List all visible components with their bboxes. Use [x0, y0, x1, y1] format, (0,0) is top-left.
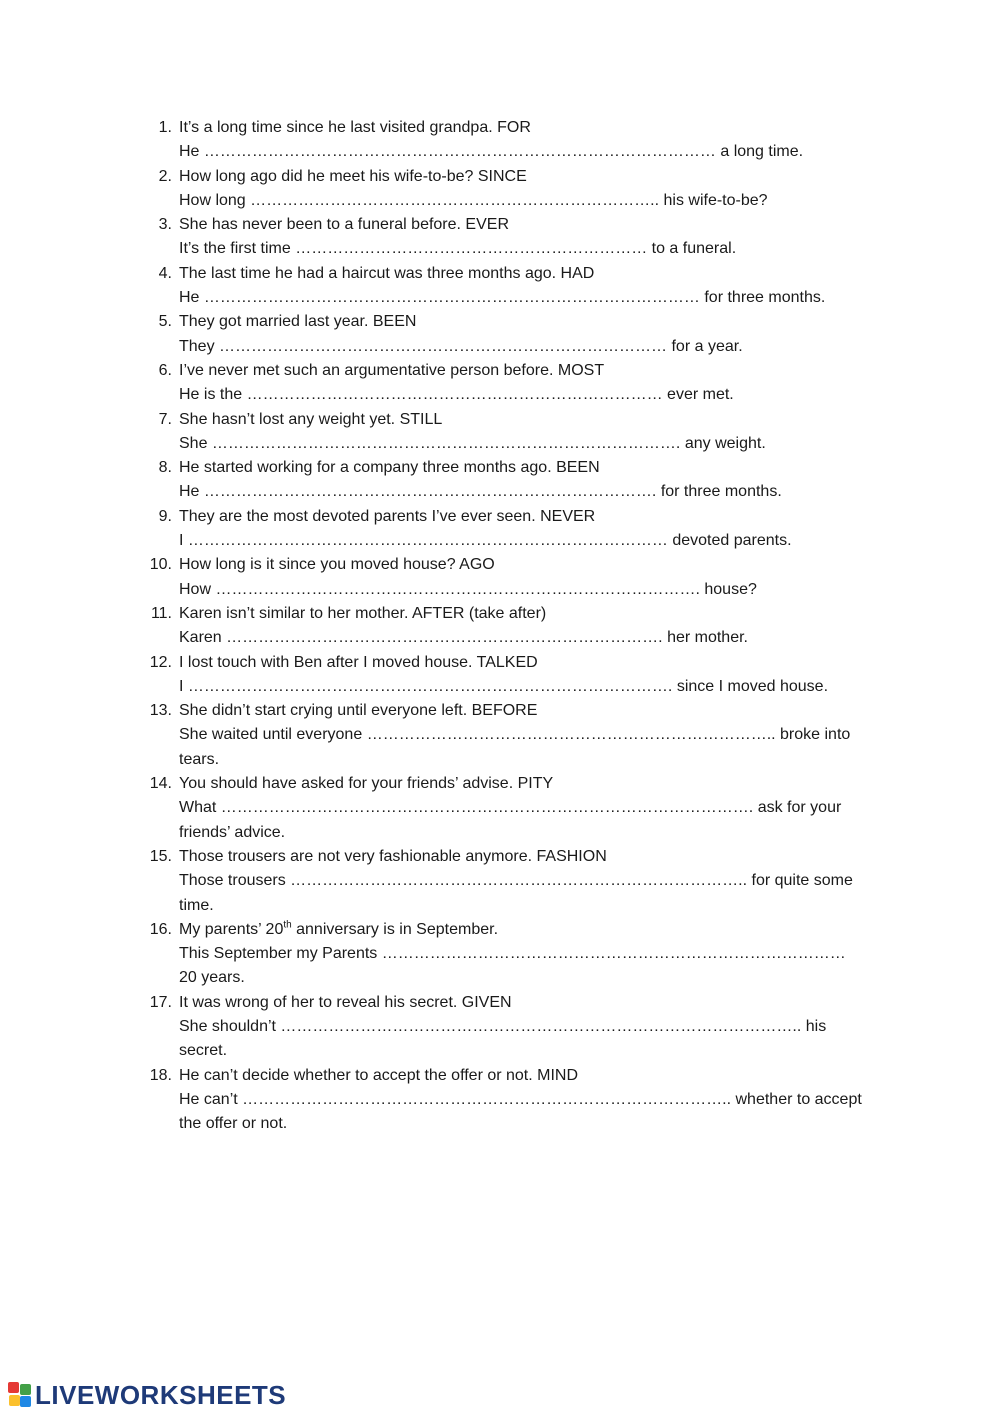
answer-end: a long time. — [720, 143, 804, 161]
answer-blank[interactable]: ………………………………………………………………………………… — [203, 289, 700, 307]
answer-blank[interactable]: ………………………………………………………………………………. — [215, 580, 700, 598]
answer-end: his secret. — [179, 1017, 827, 1060]
prompt-sentence: How long ago did he meet his wife-to-be? SINCE — [179, 167, 527, 185]
exercise-item-8 — [0, 456, 1000, 505]
answer-blank[interactable]: ………………………………………………………………….. — [366, 726, 776, 744]
answer-start: It’s the first time — [179, 240, 291, 258]
prompt-sentence — [179, 918, 1000, 942]
answer-blank[interactable]: ………………………………………………………………………………. — [187, 677, 673, 695]
answer-blank[interactable]: ………………………………………………………………………….. — [290, 872, 748, 890]
answer-line — [179, 480, 864, 504]
item-number: 4. — [158, 264, 172, 282]
answer-end: devoted parents. — [672, 532, 792, 550]
answer-end: since I moved house. — [676, 677, 829, 695]
answer-blank[interactable]: …………………………………………………………………………………… — [203, 143, 716, 161]
item-number: 8. — [158, 459, 172, 477]
item-number: 6. — [158, 361, 172, 379]
answer-end: his wife-to-be? — [663, 191, 768, 209]
answer-line — [179, 578, 864, 602]
answer-blank[interactable]: ………………………………………………………………………… — [219, 337, 668, 355]
item-number: 17. — [149, 993, 172, 1011]
exercise-item-4 — [0, 262, 1000, 311]
answer-blank[interactable]: ……………………………………………………………………………….. — [242, 1090, 732, 1108]
answer-blank[interactable]: ………………………………………………………… — [295, 240, 648, 258]
answer-blank[interactable]: …………………………………………………………………………. — [203, 483, 657, 501]
answer-end: any weight. — [684, 434, 766, 452]
answer-start: She shouldn’t — [179, 1017, 276, 1035]
answer-start: He is the — [179, 386, 243, 404]
prompt-text: anniversary is in September. — [291, 920, 499, 938]
liveworksheets-logo[interactable] — [8, 1380, 286, 1410]
answer-line — [179, 286, 864, 310]
answer-start: She waited until everyone — [179, 726, 363, 744]
answer-start: She — [179, 434, 208, 452]
answer-start: He — [179, 143, 200, 161]
answer-start: How — [179, 580, 212, 598]
item-number: 14. — [149, 775, 172, 793]
answer-line — [179, 1015, 864, 1064]
exercise-item-17 — [0, 991, 1000, 1064]
item-number: 10. — [149, 556, 172, 574]
answer-end: broke into tears. — [179, 726, 851, 768]
exercise-item-10 — [0, 553, 1000, 602]
cube-green — [20, 1384, 31, 1395]
cube-red — [8, 1382, 19, 1393]
prompt-sentence: It’s a long time since he last visited grandpa. FOR — [179, 119, 531, 136]
answer-start: This September my Parents — [179, 945, 378, 963]
answer-start: He — [179, 289, 200, 307]
item-number: 7. — [158, 410, 172, 428]
exercise-item-12 — [0, 651, 1000, 700]
answer-line — [179, 723, 864, 772]
answer-end: ask for your friends’ advice. — [179, 799, 842, 841]
prompt-sentence: He started working for a company three months ago. BEEN — [179, 459, 600, 477]
item-number: 13. — [149, 702, 172, 720]
brand-text: LIVEWORKSHEETS — [35, 1379, 287, 1410]
prompt-sentence: The last time he had a haircut was three months ago. HAD — [179, 264, 595, 282]
answer-start: Those trousers — [179, 872, 286, 890]
item-number: 16. — [149, 920, 172, 938]
answer-line — [179, 383, 864, 407]
cubes-icon — [8, 1382, 32, 1408]
answer-end: 20 years. — [179, 969, 245, 987]
exercise-item-5 — [0, 310, 1000, 359]
exercise-item-14 — [0, 772, 1000, 845]
exercise-item-6 — [0, 359, 1000, 408]
exercise-list — [0, 116, 1000, 1136]
answer-start: Karen — [179, 629, 222, 647]
prompt-sentence: How long is it since you moved house? AGO — [179, 556, 495, 574]
answer-line — [179, 675, 864, 699]
item-number: 11. — [150, 604, 172, 622]
answer-blank[interactable]: …………………………………………………………………………………….. — [280, 1017, 802, 1035]
answer-end: for three months. — [660, 483, 782, 501]
item-number: 15. — [149, 847, 172, 865]
prompt-sentence: He can’t decide whether to accept the offer or not. MIND — [179, 1066, 579, 1084]
prompt-sentence: She didn’t start crying until everyone left. BEFORE — [179, 702, 538, 720]
answer-start: They — [179, 337, 215, 355]
item-number: 12. — [149, 653, 172, 671]
exercise-item-13 — [0, 699, 1000, 772]
answer-start: What — [179, 799, 217, 817]
answer-line — [179, 140, 864, 164]
exercise-item-9 — [0, 505, 1000, 554]
answer-line — [179, 335, 864, 359]
answer-line — [179, 529, 864, 553]
prompt-sentence: I’ve never met such an argumentative person before. MOST — [179, 361, 605, 379]
ordinal-suffix: th — [283, 919, 292, 931]
prompt-sentence: She hasn’t lost any weight yet. STILL — [179, 410, 443, 428]
answer-start: How long — [179, 191, 246, 209]
answer-blank[interactable]: …………………………………………………………………… — [246, 386, 663, 404]
answer-end: whether to accept the offer or not. — [179, 1090, 862, 1133]
answer-end: her mother. — [667, 629, 748, 647]
item-number: 5. — [158, 313, 172, 331]
answer-line — [179, 1088, 864, 1137]
answer-end: to a funeral. — [651, 240, 737, 258]
answer-end: for quite some time. — [179, 872, 853, 914]
answer-blank[interactable]: ………………………………………………………………….. — [250, 191, 660, 209]
worksheet — [0, 116, 1000, 1136]
exercise-item-3 — [0, 213, 1000, 262]
answer-blank[interactable]: ……………………………………………………………………………. — [211, 434, 681, 452]
answer-end: for three months. — [704, 289, 826, 307]
answer-end: ever met. — [667, 386, 734, 404]
exercise-item-2 — [0, 165, 1000, 214]
exercise-item-11 — [0, 602, 1000, 651]
item-number: 2. — [158, 167, 172, 185]
cube-blue — [20, 1396, 31, 1407]
answer-line — [179, 432, 864, 456]
answer-blank[interactable]: ………………………………………………………………………………………. — [220, 799, 754, 817]
prompt-sentence: Karen isn’t similar to her mother. AFTER (take after) — [179, 604, 547, 622]
answer-blank[interactable]: ……………………………………………………………………………… — [187, 532, 668, 550]
answer-line — [179, 942, 864, 991]
exercise-item-15 — [0, 845, 1000, 918]
prompt-sentence: It was wrong of her to reveal his secret. GIVEN — [179, 993, 512, 1011]
cube-yellow — [9, 1395, 20, 1406]
answer-start: He — [179, 483, 200, 501]
prompt-sentence: You should have asked for your friends’ advise. PITY — [179, 775, 554, 793]
answer-start: He can’t — [179, 1090, 238, 1108]
item-number: 1. — [158, 119, 172, 136]
answer-line — [179, 869, 864, 918]
prompt-sentence: She has never been to a funeral before. EVER — [179, 216, 509, 234]
prompt-sentence: They are the most devoted parents I’ve ever seen. NEVER — [179, 507, 596, 525]
answer-start: I — [179, 532, 184, 550]
item-number: 3. — [158, 216, 172, 234]
answer-start: I — [179, 677, 184, 695]
prompt-sentence: They got married last year. BEEN — [179, 313, 417, 331]
exercise-item-18 — [0, 1064, 1000, 1137]
item-number: 18. — [149, 1066, 172, 1084]
answer-line — [179, 626, 864, 650]
answer-line — [179, 237, 864, 261]
exercise-item-1 — [0, 116, 1000, 165]
prompt-text: My parents’ 20 — [179, 920, 284, 938]
answer-end: for a year. — [671, 337, 743, 355]
answer-blank[interactable]: …………………………………………………………………………… — [381, 945, 846, 963]
item-number: 9. — [158, 507, 172, 525]
prompt-sentence: I lost touch with Ben after I moved house. TALKED — [179, 653, 538, 671]
exercise-item-7 — [0, 408, 1000, 457]
exercise-item-16 — [0, 918, 1000, 991]
answer-line — [179, 796, 864, 845]
answer-line — [179, 189, 864, 213]
answer-end: house? — [704, 580, 757, 598]
answer-blank[interactable]: ………………………………………………………………………. — [226, 629, 663, 647]
prompt-sentence: Those trousers are not very fashionable anymore. FASHION — [179, 847, 607, 865]
